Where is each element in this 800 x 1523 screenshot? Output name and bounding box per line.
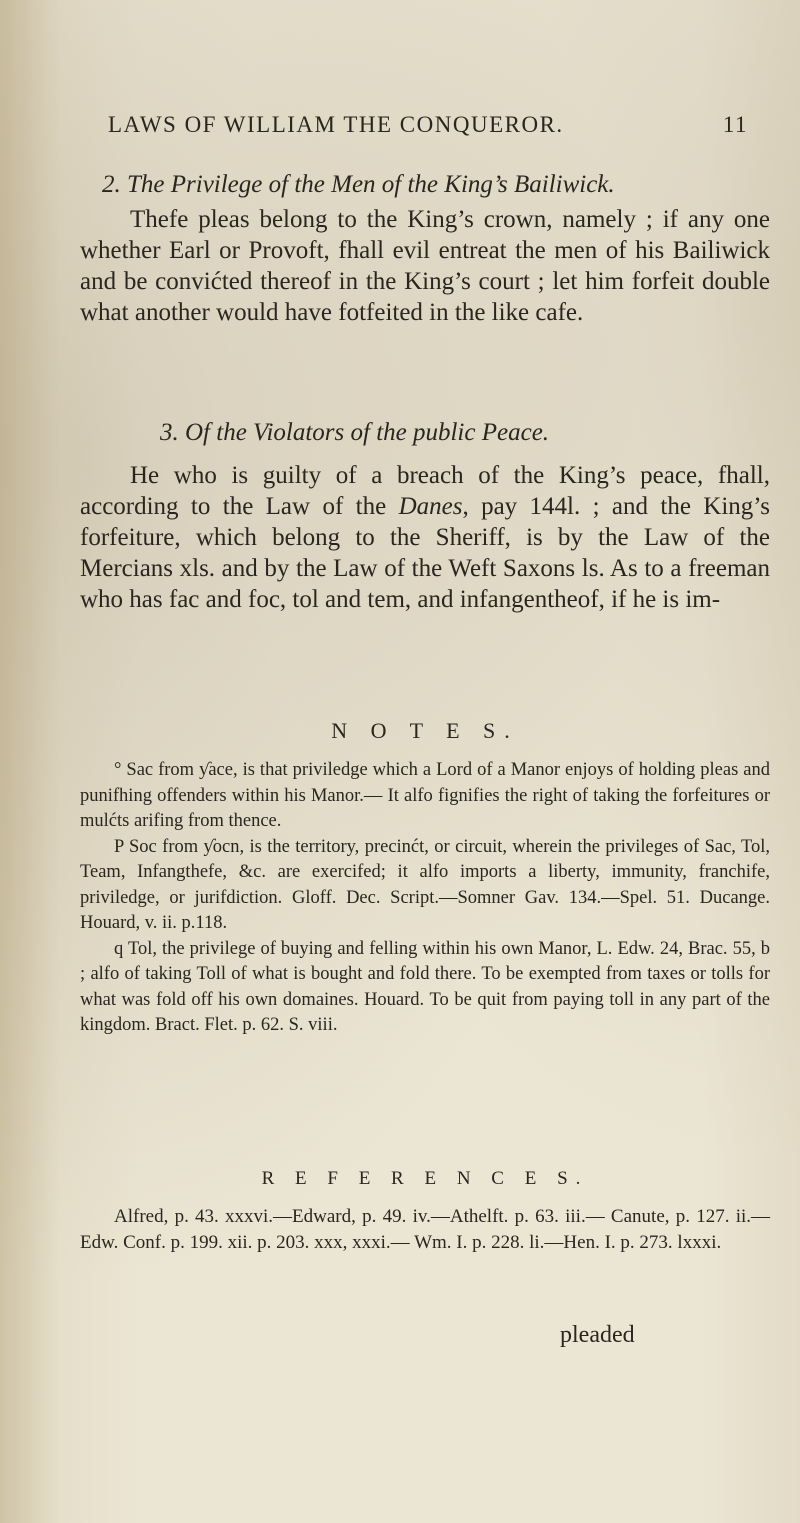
references-list: Alfred, p. 43. xxxvi.—Edward, p. 49. iv.—Athelft. p. 63. iii.— Canute, p. 127. ii.—Edw. Conf. p. 199. xii. p. 203. xxx, xxxi.— Wm. I. p. 228. li.—Hen. I. p. 273. lxxxi.	[80, 1206, 770, 1253]
page-number: 11	[722, 112, 748, 137]
section-3-body	[80, 460, 770, 615]
note-soc: P Soc from ƴocn, is the territory, precinćt, or circuit, wherein the privileges of Sac, Tol, Team, Infangthefe, &c. are exercifed; it alfo imports a liberty, immunity, franchife, priviledge, or jurifdiction. Gloff. Dec. Script.—Somner Gav. 134.—Spel. 51. Ducange. Houard, v. ii. p.118.	[80, 836, 770, 933]
section-3	[80, 418, 770, 615]
section-2-heading: 2. The Privilege of the Men of the King’s Bailiwick.	[102, 171, 615, 198]
section-3-body-italic: Danes	[398, 493, 463, 520]
section-3-heading: 3. Of the Violators of the public Peace.	[160, 419, 550, 446]
section-3-body-part2: , pay 144l. ; and the King’s forfeiture, which belong to the Sheriff, is by the Law of the Mercians xls. and by the Law of the Weft Saxons ls. As to a freeman who has fac and foc, tol and tem, and infangentheof, if he is im-	[80, 493, 770, 613]
running-title: LAWS OF WILLIAM THE CONQUEROR.	[108, 112, 564, 137]
section-2	[80, 170, 770, 328]
section-3-body-part1: He who is guilty of a breach of the King’s peace, fhall, according to the Law of the	[80, 462, 770, 520]
references-heading: R E F E R E N C E S.	[261, 1168, 589, 1189]
notes-section	[80, 718, 770, 1039]
catchword: pleaded	[560, 1322, 635, 1348]
references-section	[80, 1168, 770, 1255]
note-tol: q Tol, the privilege of buying and felling within his own Manor, L. Edw. 24, Brac. 55, b ; alfo of taking Toll of what is bought and fold there. To be exempted from taxes or tolls for what was fold off his own domaines. Houard. To be quit from paying toll in any part of the kingdom. Bract. Flet. p. 62. S. viii.	[80, 938, 770, 1035]
notes-heading: N O T E S.	[331, 718, 519, 743]
section-2-body: Thefe pleas belong to the King’s crown, namely ; if any one whether Earl or Provoft, fhall evil entreat the men of his Bailiwick and be convićted thereof in the King’s court ; let him forfeit double what another would have fotfeited in the like cafe.	[80, 206, 770, 326]
note-sac: ° Sac from ƴace, is that priviledge which a Lord of a Manor enjoys of holding pleas and punifhing offenders within his Manor.— It alfo fignifies the right of taking the forfeitures or mulćts arifing from thence.	[80, 760, 770, 831]
